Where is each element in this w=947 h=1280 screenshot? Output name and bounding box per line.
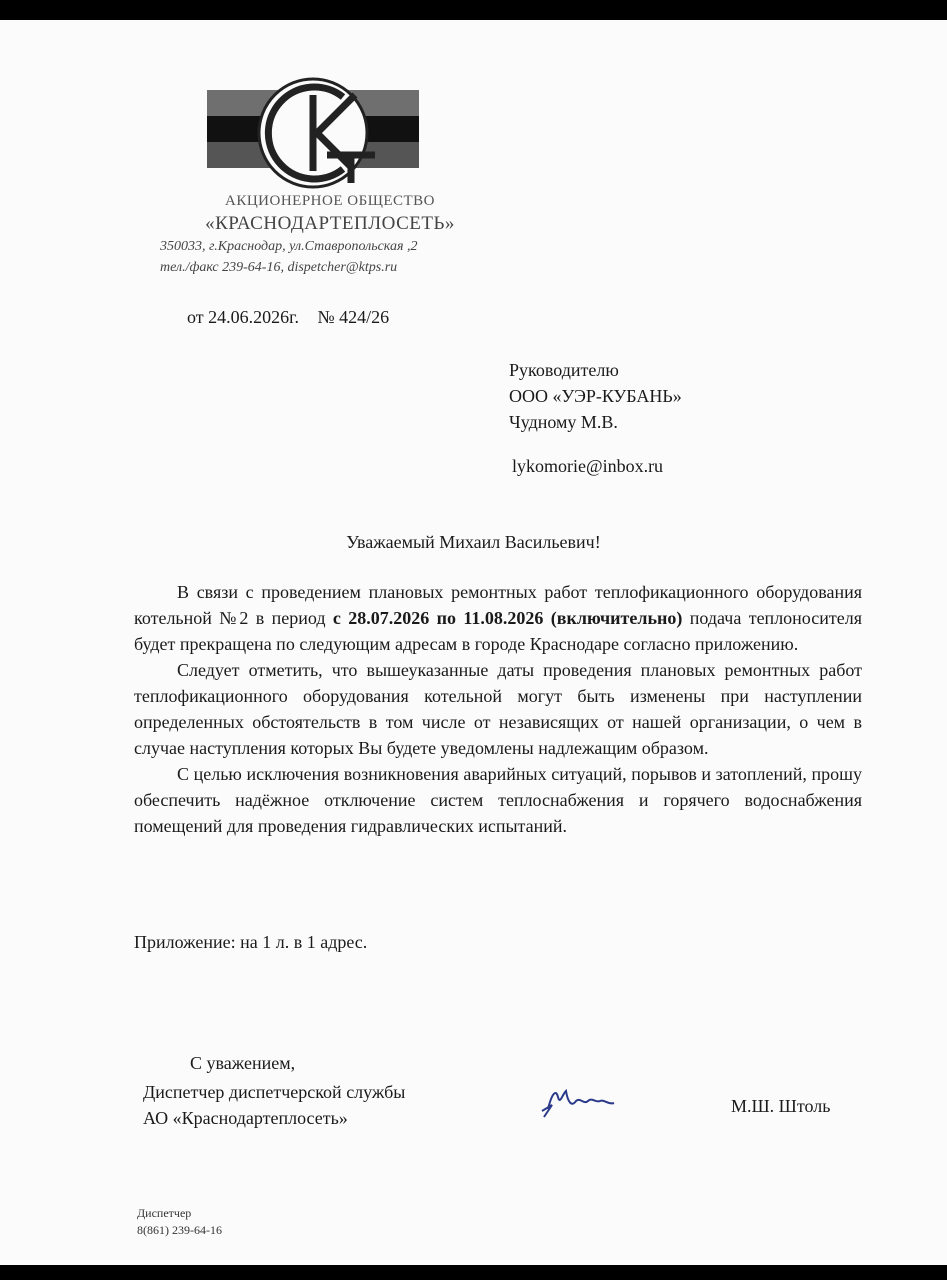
body-paragraph-2: Следует отметить, что вышеуказанные даты проведения плановых ремонтных работ теплофикационного оборудования котельной могут быть изменены при наступлении определенных обстоятельств в том числе от независящих от нашей организации, о чем в случае наступления которых Вы будете уведомлены надлежащим образом. bbox=[134, 660, 862, 758]
reference-date: от 24.06.2026г. bbox=[187, 307, 299, 327]
body-paragraph-3: С целью исключения возникновения аварийных ситуаций, порывов и затоплений, прошу обеспечить надёжное отключение систем теплоснабжения и горячего водоснабжения помещений для проведения гидравлических испытаний. bbox=[134, 764, 862, 836]
attachment-note: Приложение: на 1 л. в 1 адрес. bbox=[134, 932, 368, 952]
recipient-block bbox=[509, 357, 682, 435]
greeting: Уважаемый Михаил Васильевич! bbox=[346, 532, 601, 552]
period-bold: с 28.07.2026 по 11.08.2026 (включительно) bbox=[332, 608, 683, 628]
letter-body bbox=[134, 579, 862, 839]
letter-page bbox=[0, 20, 947, 1265]
closing: С уважением, bbox=[190, 1053, 296, 1073]
recipient-email: lykomorie@inbox.ru bbox=[512, 456, 664, 476]
recipient-name: Чудному М.В. bbox=[509, 412, 618, 432]
org-address: 350033, г.Краснодар, ул.Ставропольская ,2 bbox=[160, 239, 418, 254]
handwritten-signature bbox=[538, 1083, 628, 1123]
org-contacts: тел./факс 239-64-16, dispetcher@ktps.ru bbox=[160, 260, 398, 275]
body-paragraph-1: В связи с проведением плановых ремонтных работ теплофикационного оборудования котельной №2 в период с 28.07.2026 по 11.08.2026 (включительно) подача теплоносителя будет прекращена по следующим адресам в городе Краснодаре согласно приложению. bbox=[134, 582, 862, 654]
signer-name: М.Ш. Штоль bbox=[731, 1096, 831, 1116]
recipient-company: ООО «УЭР-КУБАНЬ» bbox=[509, 386, 682, 406]
org-type: АКЦИОНЕРНОЕ ОБЩЕСТВО bbox=[225, 193, 435, 209]
footer-phone: 8(861) 239-64-16 bbox=[137, 1223, 222, 1237]
org-name: «КРАСНОДАРТЕПЛОСЕТЬ» bbox=[205, 213, 455, 234]
recipient-position: Руководителю bbox=[509, 360, 619, 380]
company-logo bbox=[207, 77, 419, 189]
footer-contact bbox=[137, 1205, 222, 1239]
footer-role: Диспетчер bbox=[137, 1206, 192, 1220]
outgoing-reference bbox=[187, 307, 403, 328]
signer-title: Диспетчер диспетчерской службы АО «Краснодартеплосеть» bbox=[143, 1082, 406, 1128]
reference-number: № 424/26 bbox=[317, 307, 390, 327]
